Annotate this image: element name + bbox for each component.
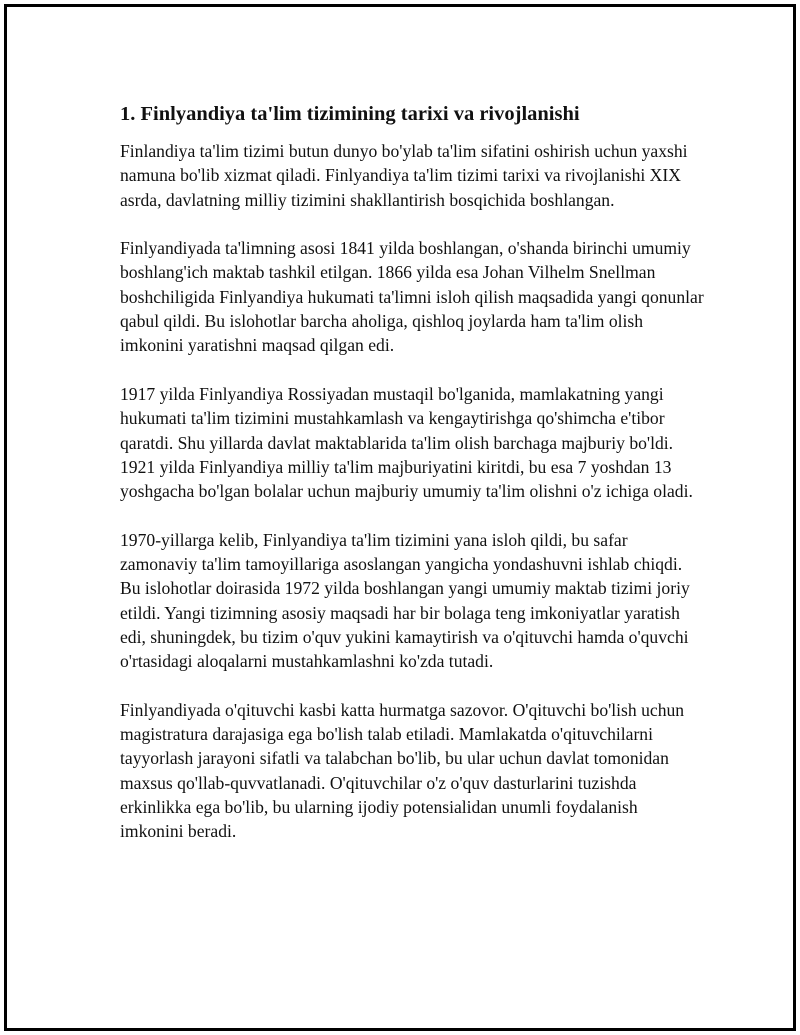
- paragraph-4: 1970-yillarga kelib, Finlyandiya ta'lim tizimini yana isloh qildi, bu safar zamonaviy ta'lim tamoyillariga asoslangan yangicha yondashuvni ishlab chiqdi. Bu islohotlar doirasida 1972 yilda boshlangan yangi umumiy maktab tizimi joriy etildi. Yangi tizimning asosiy maqsadi har bir bolaga teng imkoniyatlar yaratish edi, shuningdek, bu tizim o'quv yukini kamaytirish va o'qituvchi hamda o'quvchi o'rtasidagi aloqalarni mustahkamlashni ko'zda tutadi.: [120, 529, 690, 672]
- document-body: [120, 101, 705, 868]
- paragraph-5: Finlyandiyada o'qituvchi kasbi katta hurmatga sazovor. O'qituvchi bo'lish uchun magistratura darajasiga ega bo'lish talab etiladi. Mamlakatda o'qituvchilarni tayyorlash jarayoni sifatli va talabchan bo'lib, bu ular uchun davlat tomonidan maxsus qo'llab-quvvatlanadi. O'qituvchilar o'z o'quv dasturlarini tuzishda erkinlikka ega bo'lib, bu ularning ijodiy potensialidan unumli foydalanish imkonini beradi.: [120, 699, 685, 842]
- paragraph-2: Finlyandiyada ta'limning asosi 1841 yilda boshlangan, o'shanda birinchi umumiy boshlang'ich maktab tashkil etilgan. 1866 yilda esa Johan Vilhelm Snellman boshchiligida Finlyandiya hukumati ta'limni isloh qilish maqsadida yangi qonunlar qabul qildi. Bu islohotlar barcha aholiga, qishloq joylarda ham ta'lim olish imkonini yaratishni maqsad qilgan edi.: [120, 238, 704, 356]
- paragraph-1: Finlandiya ta'lim tizimi butun dunyo bo'ylab ta'lim sifatini oshirish uchun yaxshi namuna bo'lib xizmat qiladi. Finlyandiya ta'lim tizimi tarixi va rivojlanishi XIX asrda, davlatning milliy tizimini shakllantirish bosqichida boshlangan.: [120, 141, 688, 210]
- paragraph-3: 1917 yilda Finlyandiya Rossiyadan mustaqil bo'lganida, mamlakatning yangi hukumati ta'lim tizimini mustahkamlash va kengaytirishga qo'shimcha e'tibor qaratdi. Shu yillarda davlat maktablarida ta'lim olish barchaga majburiy bo'ldi. 1921 yilda Finlyandiya milliy ta'lim majburiyatini kiritdi, bu esa 7 yoshdan 13 yoshgacha bo'lgan bolalar uchun majburiy umumiy ta'lim olishni o'z ichiga oladi.: [120, 383, 693, 502]
- page-frame: [4, 4, 796, 1031]
- section-heading: 1. Finlyandiya ta'lim tizimining tarixi va rivojlanishi: [120, 103, 580, 125]
